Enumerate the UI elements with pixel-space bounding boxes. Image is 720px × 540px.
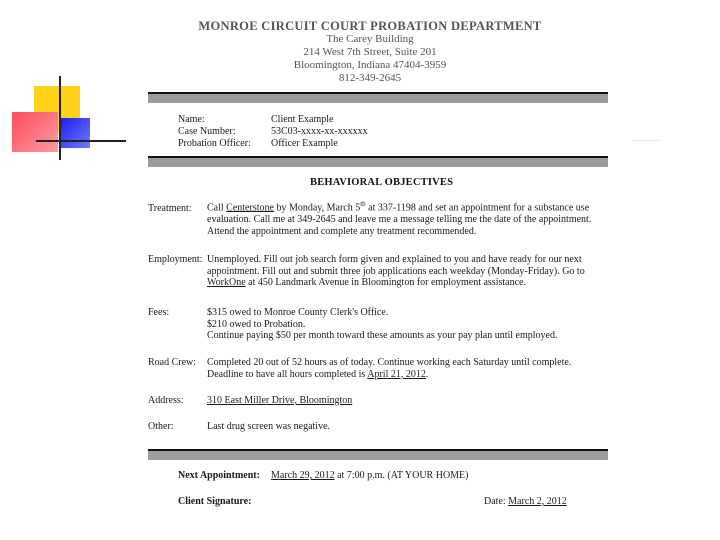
employment-label: Employment:: [148, 254, 203, 265]
employment-line-3: [207, 277, 607, 289]
section-title: BEHAVIORAL OBJECTIVES: [310, 177, 454, 188]
fees-line-3: Continue paying $50 per month toward these amounts as your pay plan until employed.: [207, 330, 558, 342]
probation-officer-value: Officer Example: [271, 138, 338, 149]
treatment-text-part: by Monday, March 5: [273, 202, 361, 214]
name-label: Name:: [178, 114, 205, 125]
probation-officer-label: Probation Officer:: [178, 138, 251, 149]
fees-text: [207, 307, 607, 342]
divider-bar-bottom: [148, 449, 608, 460]
road-crew-label: Road Crew:: [148, 357, 197, 368]
fees-line-1: $315 owed to Monroe County Clerk's Office.: [207, 307, 389, 318]
address-label: Address:: [148, 395, 184, 406]
road-crew-text-part: .: [425, 368, 429, 380]
next-appointment-label: Next Appointment:: [178, 470, 260, 481]
building-name: The Carey Building: [326, 33, 414, 45]
employment-line-1: Unemployed. Fill out job search form given and explained to you and have ready for our next: [207, 254, 582, 265]
treatment-text: [207, 199, 607, 237]
treatment-text-part: Call: [207, 202, 227, 214]
client-signature-label: Client Signature:: [178, 496, 252, 507]
next-appointment-value: [271, 470, 469, 482]
city-address: Bloomington, Indiana 47404-3959: [293, 59, 447, 71]
decor-faint-line: [632, 140, 662, 141]
signature-date: [484, 496, 567, 508]
phone-number: 812-349-2645: [338, 72, 402, 84]
letterhead: [190, 20, 550, 85]
fees-line-2: $210 owed to Probation.: [207, 318, 306, 330]
decor-horizontal-line: [36, 140, 126, 142]
address-value: 310 East Miller Drive, Bloomington: [207, 395, 353, 406]
name-value: Client Example: [271, 114, 334, 125]
treatment-line-2: evaluation. Call me at 349-2645 and leave me a message telling me the date of the appointment.: [207, 213, 592, 225]
street-address: 214 West 7th Street, Suite 201: [303, 46, 437, 58]
workone-link-text: WorkOne: [207, 277, 246, 289]
decor-vertical-line: [59, 76, 61, 160]
other-value: Last drug screen was negative.: [207, 421, 331, 432]
divider-bar-middle: [148, 156, 608, 167]
case-number-label: Case Number:: [178, 126, 236, 137]
road-crew-line-1: Completed 20 out of 52 hours as of today. Continue working each Saturday until complete.: [207, 357, 572, 368]
next-appointment-date: March 29, 2012: [271, 470, 335, 481]
employment-text-part: at 450 Landmark Avenue in Bloomington for employment assistance.: [245, 277, 526, 289]
treatment-provider: Centerstone: [226, 202, 274, 214]
decor-blue-square: [60, 118, 90, 148]
treatment-line-1: [207, 199, 607, 214]
road-crew-text: [207, 357, 607, 380]
other-label: Other:: [148, 421, 174, 432]
treatment-text-part: at 337-1198 and set an appointment for a substance use: [365, 202, 590, 214]
case-number-value: 53C03-xxxx-xx-xxxxxx: [271, 126, 368, 137]
treatment-line-3: Attend the appointment and complete any treatment recommended.: [207, 225, 477, 237]
treatment-label: Treatment:: [148, 203, 192, 214]
road-crew-deadline: April 21, 2012: [367, 368, 426, 380]
decor-red-square: [12, 112, 58, 152]
treatment-superscript: th: [360, 200, 366, 208]
employment-line-2: appointment. Fill out and submit three job applications each weekday (Monday-Friday). Go to: [207, 265, 585, 277]
fees-label: Fees:: [148, 307, 170, 318]
next-appointment-details: at 7:00 p.m. (AT YOUR HOME): [334, 470, 469, 481]
signature-date-value: March 2, 2012: [508, 496, 567, 507]
employment-text: [207, 254, 607, 289]
divider-bar-top: [148, 92, 608, 103]
road-crew-text-part: Deadline to have all hours completed is: [207, 368, 368, 380]
department-title: MONROE CIRCUIT COURT PROBATION DEPARTMENT: [198, 19, 542, 33]
signature-date-label: Date:: [484, 496, 506, 507]
road-crew-line-2: [207, 369, 607, 381]
